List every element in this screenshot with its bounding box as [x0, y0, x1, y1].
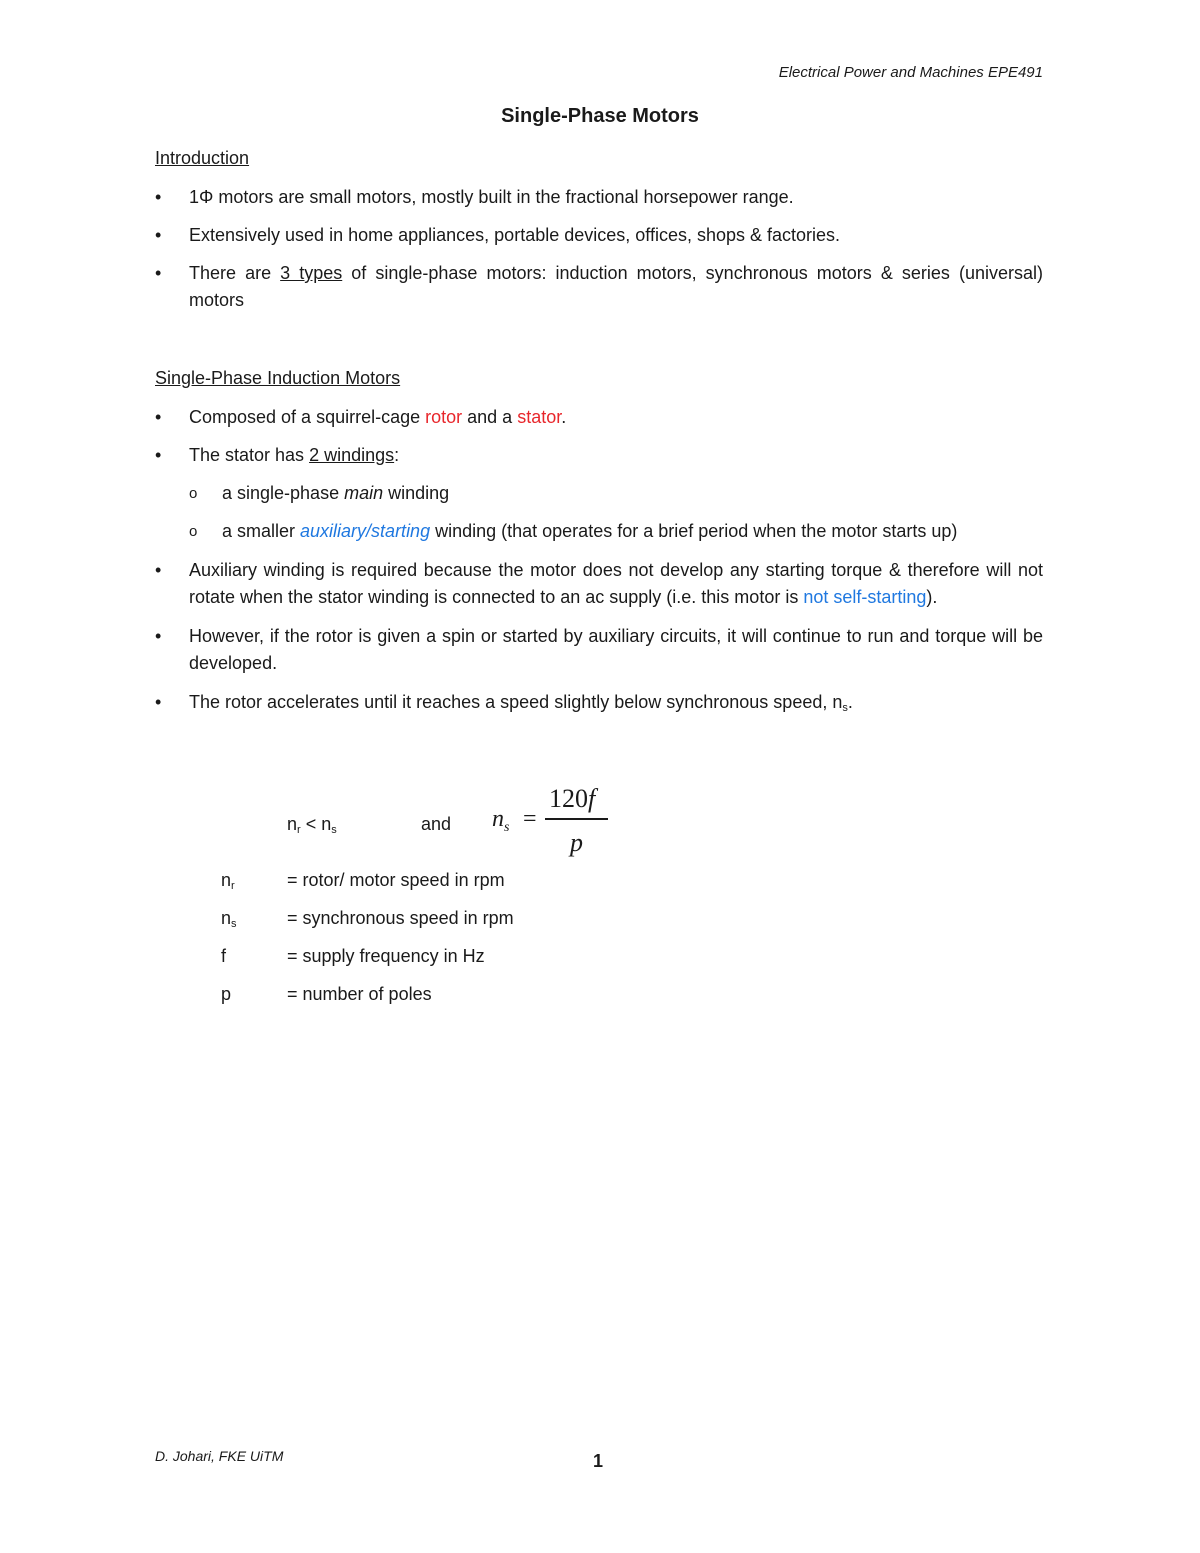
- equals-sign: =: [523, 806, 537, 832]
- list-item: • The stator has 2 windings: o a single-phase main winding o a smaller auxiliary/starting winding (that operates for a brief period when the motor starts up): [155, 442, 1043, 545]
- stator-term: stator: [517, 407, 562, 427]
- list-item: • However, if the rotor is given a spin or started by auxiliary circuits, it will continue to run and torque will be developed.: [155, 623, 1043, 677]
- footer-author: D. Johari, FKE UiTM: [155, 1448, 284, 1464]
- sub-list-item: o a single-phase main winding: [189, 480, 1043, 507]
- induction-list: [155, 404, 1043, 716]
- types-count: 3 types: [280, 263, 343, 283]
- list-item: • 1Φ motors are small motors, mostly built in the fractional horsepower range.: [155, 184, 1043, 211]
- document-page: Electrical Power and Machines EPE491 Single-Phase Motors Introduction • 1Φ motors are small motors, mostly built in the fractional horsepower range. • Extensively used in home appliances, portable devices, offices, shops & factories. • There are 3 types of single-phase motors: induction motors, synchronous motors & series (universal) motors Single-Phase Induction Motors • Composed of a squirrel-cage rotor and a stator. • The stator has 2 windings: o a single-phase main winding o a smaller auxiliary/starting winding (that operates for a brief period when the motor starts up) • Auxiliary winding is required because the motor does not develop any starting torque & therefore will not rotate when the stator winding is connected to an ac supply (i.e. this motor is not self-starting). • However, if the rotor is given a spin or started by auxiliary circuits, it will continue to run and torque will be developed. • The rotor accelerates until it reaches a speed slightly below synchronous speed, $n_s$. $n_r < n_s$ and $n_s$ = 120f p $n_r$ = rotor/ motor speed in rpm $n_s$ = synchronous speed in rpm f = supply frequency in Hz p = number of poles D. Johari, FKE UiTM 1: [0, 0, 1200, 1553]
- list-item: • There are 3 types of single-phase motors: induction motors, synchronous motors & series (universal) motors: [155, 260, 1043, 314]
- intro-heading: Introduction: [155, 148, 250, 168]
- page-number: 1: [593, 1451, 604, 1471]
- list-item: • Auxiliary winding is required because the motor does not develop any starting torque & therefore will not rotate when the stator winding is connected to an ac supply (i.e. this motor is not self-starting).: [155, 557, 1043, 611]
- induction-heading: Single-Phase Induction Motors: [155, 368, 401, 388]
- self-starting-term: not self-starting: [803, 587, 927, 607]
- speed-formula: [287, 784, 687, 864]
- list-item: • Extensively used in home appliances, portable devices, offices, shops & factories.: [155, 222, 1043, 249]
- rotor-term: rotor: [425, 407, 463, 427]
- windings-sublist: [189, 480, 1043, 545]
- and-word: and: [421, 814, 452, 834]
- page-title: Single-Phase Motors: [501, 105, 699, 127]
- list-item: • Composed of a squirrel-cage rotor and a stator.: [155, 404, 1043, 431]
- course-header: Electrical Power and Machines EPE491: [778, 64, 1043, 81]
- fraction-bar: [545, 818, 608, 820]
- speed-inequality: $n_r < n_s$: [287, 814, 337, 836]
- windings-count: 2 windings: [309, 445, 395, 465]
- intro-list: [155, 184, 1043, 314]
- sub-list-item: o a smaller auxiliary/starting winding (that operates for a brief period when the motor starts up): [189, 518, 1043, 545]
- main-content: [155, 145, 1043, 716]
- fraction-denominator: p: [570, 828, 583, 857]
- main-term: main: [344, 483, 384, 503]
- auxiliary-term: auxiliary/starting: [300, 521, 431, 541]
- ns-symbol: $n_s$: [492, 806, 510, 835]
- fraction-numerator: 120f: [549, 784, 596, 813]
- list-item: • The rotor accelerates until it reaches a speed slightly below synchronous speed, $n_s$.: [155, 689, 1043, 716]
